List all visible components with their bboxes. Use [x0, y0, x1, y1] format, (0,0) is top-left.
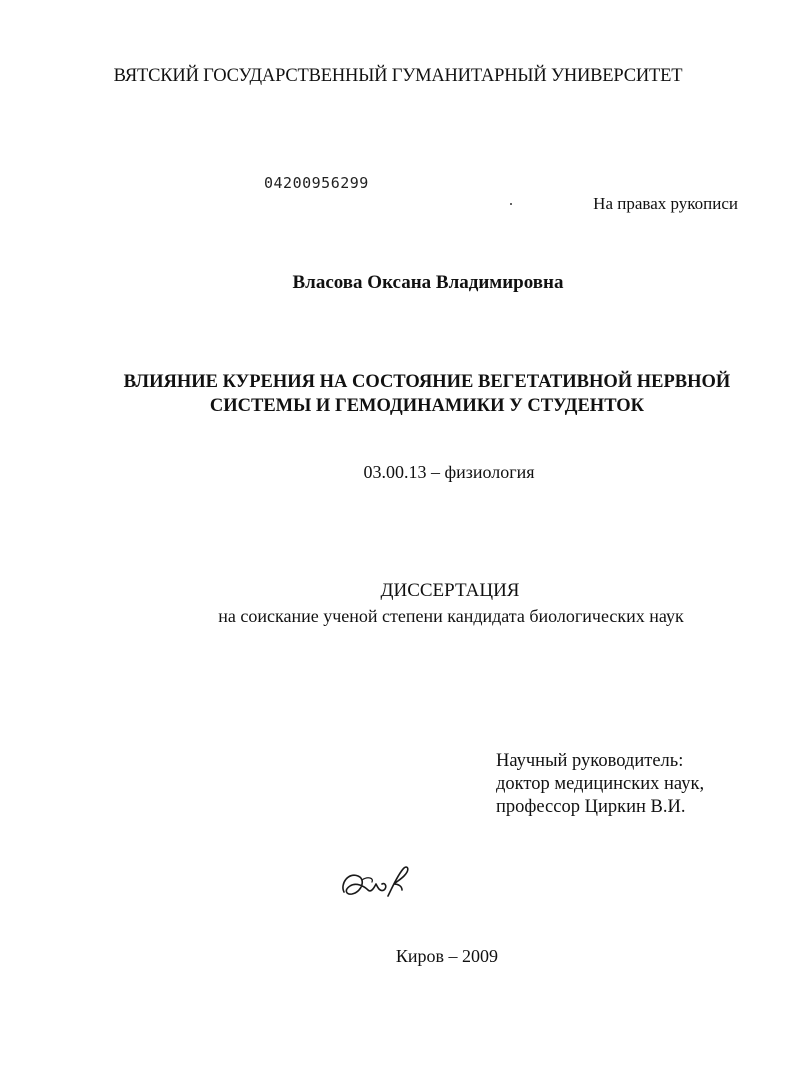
author-name: Власова Оксана Владимировна — [292, 272, 564, 293]
supervisor-label: Научный руководитель: — [496, 751, 684, 771]
reference-number: 04200956299 — [264, 174, 369, 192]
degree-description: на соискание ученой степени кандидата биологических наук — [218, 606, 684, 626]
specialty-code: 03.00.13 – физиология — [363, 462, 535, 482]
manuscript-rights-note: На правах рукописи — [593, 194, 738, 213]
handwritten-signature — [338, 862, 418, 906]
university-name: ВЯТСКИЙ ГОСУДАРСТВЕННЫЙ ГУМАНИТАРНЫЙ УНИВЕРСИТЕТ — [113, 66, 683, 86]
title-line-1: ВЛИЯНИЕ КУРЕНИЯ НА СОСТОЯНИЕ ВЕГЕТАТИВНОЙ НЕРВНОЙ — [123, 372, 731, 392]
title-line-2: СИСТЕМЫ И ГЕМОДИНАМИКИ У СТУДЕНТОК — [209, 396, 645, 416]
document-type: ДИССЕРТАЦИЯ — [380, 580, 520, 601]
supervisor-degree: доктор медицинских наук, — [496, 774, 705, 794]
supervisor-block — [496, 750, 704, 819]
scan-speck — [510, 203, 512, 205]
dissertation-title — [0, 370, 796, 418]
city-and-year: Киров – 2009 — [395, 946, 499, 966]
supervisor-name: профессор Циркин В.И. — [496, 797, 686, 817]
